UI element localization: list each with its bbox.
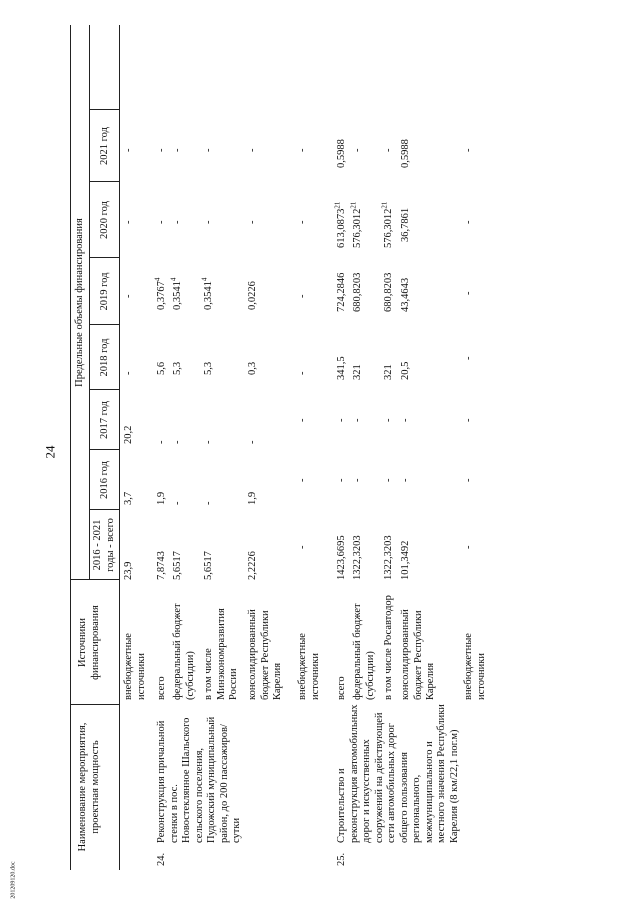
row-2019: - (123, 294, 134, 298)
row-2018: 20,5 (400, 361, 411, 380)
row-total: 101,3492 (400, 540, 411, 580)
row-2017: - (383, 418, 394, 422)
row-2016: - (172, 501, 183, 505)
header-year-2016: 2016 год (99, 461, 110, 499)
row-2019: 0,0226 (247, 281, 258, 310)
row-total: 5,6517 (172, 551, 183, 580)
row-2019: - (463, 291, 474, 295)
row-source: всего (336, 676, 347, 700)
row-2021: - (172, 148, 183, 152)
row-2019: - (297, 294, 308, 298)
row-2020: - (297, 220, 308, 224)
row-2017: - (336, 418, 347, 422)
header-year-2017: 2017 год (99, 401, 110, 439)
row-total: 7,8743 (156, 551, 167, 580)
row-2019: 680,8203 (352, 272, 363, 312)
row-2021: - (463, 148, 474, 152)
row-2016: - (297, 478, 308, 482)
row-source: консолидированный бюджет Республики Карелия (400, 609, 436, 700)
footnote-mark: 21 (333, 201, 342, 209)
row-total: - (297, 545, 308, 549)
row-2020-value: 576,3012 (383, 208, 394, 248)
row-2020 (380, 201, 396, 248)
row-source: консолидированный бюджет Республики Карелия (247, 609, 283, 700)
row-2018: 341,5 (336, 356, 347, 380)
row-2016: 1,9 (156, 491, 167, 505)
row-2020-value: 576,3012 (352, 208, 363, 248)
row-2019-value: 0,3541 (203, 281, 214, 310)
row-source: внебюджетные источники (123, 633, 147, 700)
row-total: - (463, 545, 474, 549)
row-total: 2,2226 (247, 551, 258, 580)
row-2019 (153, 277, 169, 310)
row-2019: 680,8203 (383, 272, 394, 312)
row-2020: - (203, 220, 214, 224)
row-2017: - (463, 418, 474, 422)
row-2016: - (336, 478, 347, 482)
row-2020-value: 613,0873 (336, 208, 347, 248)
row-2018: 0,3 (247, 361, 258, 375)
row-name: Строительство и реконструкция автомобильных дорог и искусственных сооружений на действующей сети автомобильных дорог общего пользования регионального, межмуниципального и местного значения Республики Карелия (8 км/22,1 пог.м) (336, 704, 460, 843)
row-2016: - (352, 478, 363, 482)
row-2016: - (463, 478, 474, 482)
row-2017: - (297, 418, 308, 422)
row-2021: 0,5988 (336, 139, 347, 168)
row-source: внебюджетные источники (297, 633, 321, 700)
row-2021: 0,5988 (400, 139, 411, 168)
footnote-mark: 4 (200, 277, 209, 282)
row-2018: 321 (352, 364, 363, 380)
row-2021: - (247, 148, 258, 152)
row-2020: - (172, 220, 183, 224)
header-total: 2016 - 2021 годы - всего (92, 518, 116, 572)
row-total: 23,9 (123, 561, 134, 580)
row-2018: 5,3 (203, 361, 214, 375)
row-2021: - (156, 148, 167, 152)
row-source: федеральный бюджет (субсидии) (352, 603, 376, 700)
row-2021: - (123, 148, 134, 152)
row-2020: 36,7861 (400, 207, 411, 242)
row-2016: - (383, 478, 394, 482)
row-2017: - (247, 440, 258, 444)
row-2020: - (247, 220, 258, 224)
row-2016: 3,7 (123, 491, 134, 505)
row-2019-value: 0,3541 (172, 281, 183, 310)
row-total: 1322,3203 (383, 535, 394, 580)
row-total: 5,6517 (203, 551, 214, 580)
row-2017: - (156, 440, 167, 444)
header-year-2020: 2020 год (99, 201, 110, 239)
header-name: Наименование мероприятия, проектная мощность (77, 722, 101, 852)
row-2018: 5,3 (172, 361, 183, 375)
row-source: федеральный бюджет (субсидии) (172, 603, 196, 700)
header-year-2018: 2018 год (99, 338, 110, 377)
header-group-title: Предельные объемы финансирования (74, 218, 85, 387)
row-source: внебюджетные источники (463, 633, 487, 700)
row-2019 (169, 277, 185, 310)
row-2019-value: 0,3767 (156, 281, 167, 310)
row-2018: - (297, 371, 308, 375)
row-2018: 321 (383, 364, 394, 380)
header-year-2021: 2021 год (99, 127, 110, 165)
row-2021: - (297, 148, 308, 152)
row-no: 25. (336, 852, 347, 866)
row-2018: - (123, 371, 134, 375)
row-2019: 724,2846 (336, 272, 347, 312)
row-2020 (349, 201, 365, 248)
row-name: Реконструкция причальной стенки в пос. Новостеклянное Шальского сельского поселения, Пудожский муниципальный район, до 200 пассажиров/сутки (156, 716, 242, 843)
row-2019: 43,4643 (400, 277, 411, 312)
header-source: Источники финансирования (77, 605, 101, 680)
row-2017: - (352, 418, 363, 422)
row-source: в том числе Минэкономразвития России (203, 608, 239, 700)
row-source: всего (156, 676, 167, 700)
row-2018: 5,6 (156, 361, 167, 375)
header-year-2019: 2019 год (99, 272, 110, 311)
rule-header-bottom (119, 25, 120, 870)
row-2021: - (203, 148, 214, 152)
footnote-mark: 4 (153, 277, 162, 282)
financing-table (65, 25, 560, 880)
row-2021: - (352, 148, 363, 152)
row-total: 1322,3203 (352, 535, 363, 580)
row-source: в том числе Росавтодор (383, 595, 394, 700)
row-2016: - (203, 501, 214, 505)
row-2017: - (172, 440, 183, 444)
footer-code: 201209120.doc (11, 861, 18, 899)
row-2020: - (463, 220, 474, 224)
rule-col-source (70, 704, 119, 705)
footnote-mark: 21 (349, 201, 358, 209)
row-no: 24. (156, 852, 167, 866)
row-2016: 1,9 (247, 491, 258, 505)
row-2020: - (123, 220, 134, 224)
row-2020: - (156, 220, 167, 224)
row-2018: - (463, 356, 474, 360)
row-2020 (333, 201, 349, 248)
page-number: 24 (42, 445, 57, 459)
row-2017: - (203, 440, 214, 444)
footnote-mark: 21 (380, 201, 389, 209)
row-total: 1423,6695 (336, 535, 347, 580)
row-2017: 20,2 (123, 425, 134, 444)
row-2021: - (383, 148, 394, 152)
row-2019 (200, 277, 216, 310)
row-2016: - (400, 478, 411, 482)
row-2017: - (400, 418, 411, 422)
rule-top (70, 25, 71, 870)
footnote-mark: 4 (169, 277, 178, 282)
